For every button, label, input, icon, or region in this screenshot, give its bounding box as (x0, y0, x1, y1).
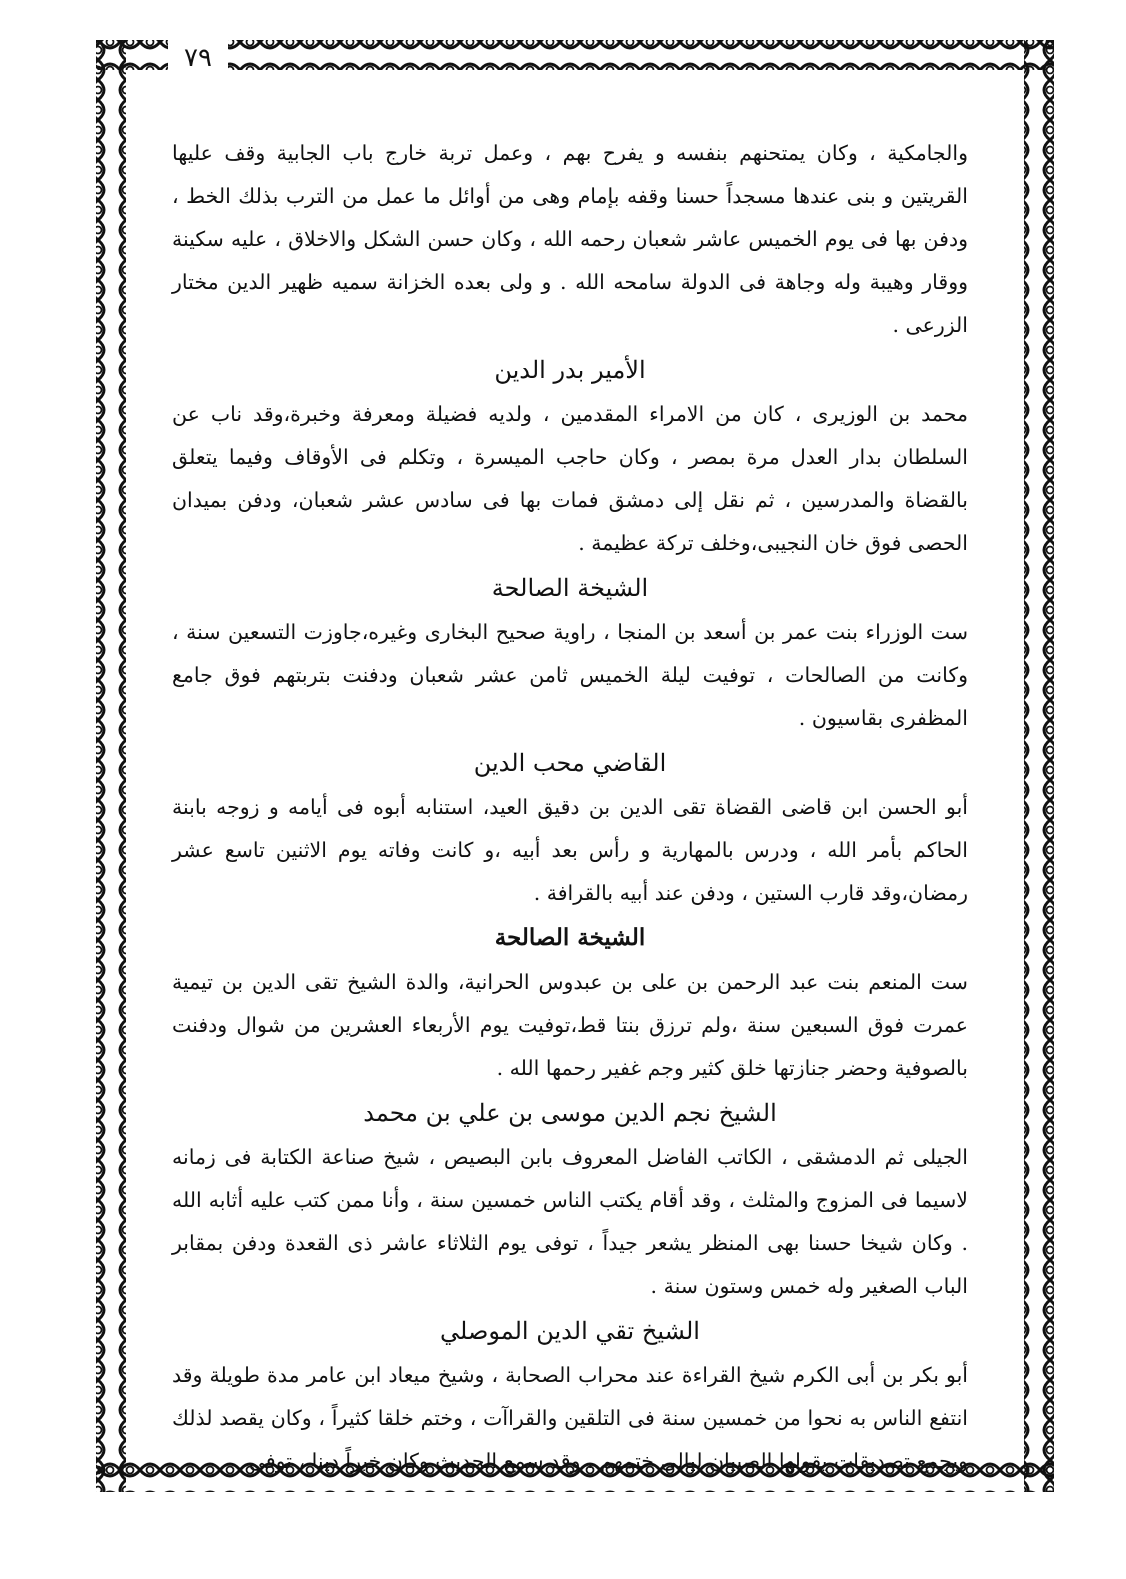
border-top (96, 40, 1054, 70)
paragraph: أبو بكر بن أبى الكرم شيخ القراءة عند محراب الصحابة ، وشيخ ميعاد ابن عامر مدة طويلة وقد انتفع الناس به نحوا من خمسين سنة فى التلقين والقراآت ، وختم خلقا كثيراً ، وكان يقصد لذلك ويجمع تصديقات يقولها الصبيان ليالى ختمهم ، وقد سمع الحديث وكان خيراً دينا ، توفى (172, 1363, 968, 1473)
paragraph: أبو الحسن ابن قاضى القضاة تقى الدين بن دقيق العيد، استنابه أبوه فى أيامه و زوجه بابنة الحاكم بأمر الله ، ودرس بالمهارية و رأس بعد أبيه ،و كانت وفاته يوم الاثنين تاسع عشر رمضان،وقد قارب الستين ، ودفن عند أبيه بالقرافة . (172, 795, 968, 905)
paragraph: الجيلى ثم الدمشقى ، الكاتب الفاضل المعروف بابن البصيص ، شيخ صناعة الكتابة فى زمانه لاسيما فى المزوج والمثلث ، وقد أقام يكتب الناس خمسين سنة ، وأنا ممن كتب عليه أثابه الله . وكان شيخا حسنا بهى المنظر يشعر جيداً ، توفى يوم الثلاثاء عاشر ذى القعدة ودفن بمقابر الباب الصغير وله خمس وستون سنة . (172, 1145, 968, 1298)
section-heading: الأمير بدر الدين (494, 356, 646, 384)
section-heading: الشيخة الصالحة (494, 924, 646, 951)
section-heading: الشيخ نجم الدين موسى بن علي بن محمد (363, 1099, 777, 1127)
paragraph: والجامكية ، وكان يمتحنهم بنفسه و يفرح بهم ، وعمل تربة خارج باب الجابية وقف عليها القريتين و بنى عندها مسجداً حسنا وقفه بإمام وهى من أوائل ما عمل من الترب بذلك الخط ، ودفن بها فى يوم الخميس عاشر شعبان رحمه الله ، وكان حسن الشكل والاخلاق ، عليه سكينة ووقار وهيبة وله وجاهة فى الدولة سامحه الله . و ولى بعده الخزانة سميه ظهير الدين مختار الزرعى . (172, 141, 968, 337)
section-heading: الشيخ تقي الدين الموصلي (440, 1317, 700, 1345)
main-text (172, 132, 968, 1473)
border-right (1024, 40, 1054, 1492)
paragraph: ست الوزراء بنت عمر بن أسعد بن المنجا ، راوية صحيح البخارى وغيره،جاوزت التسعين سنة ، وكانت من الصالحات ، توفيت ليلة الخميس ثامن عشر شعبان ودفنت بتربتهم فوق جامع المظفرى بقاسيون . (172, 620, 968, 730)
paragraph: ست المنعم بنت عبد الرحمن بن على بن عبدوس الحرانية، والدة الشيخ تقى الدين بن تيمية عمرت فوق السبعين سنة ،ولم ترزق بنتا قط،توفيت يوم الأربعاء العشرين من شوال ودفنت بالصوفية وحضر جنازتها خلق كثير وجم غفير رحمها الله . (172, 970, 968, 1080)
section-heading: القاضي محب الدين (473, 749, 667, 777)
section-heading: الشيخة الصالحة (491, 574, 649, 602)
border-left (96, 40, 126, 1492)
paragraph: محمد بن الوزيرى ، كان من الامراء المقدمين ، ولديه فضيلة ومعرفة وخبرة،وقد ناب عن السلطان بدار العدل مرة بمصر ، وكان حاجب الميسرة ، وتكلم فى الأوقاف وفيما يتعلق بالقضاة والمدرسين ، ثم نقل إلى دمشق فمات بها فى سادس عشر شعبان، ودفن بميدان الحصى فوق خان النجيبى،وخلف تركة عظيمة . (172, 402, 968, 555)
page-number: ٧٩ (168, 38, 228, 78)
